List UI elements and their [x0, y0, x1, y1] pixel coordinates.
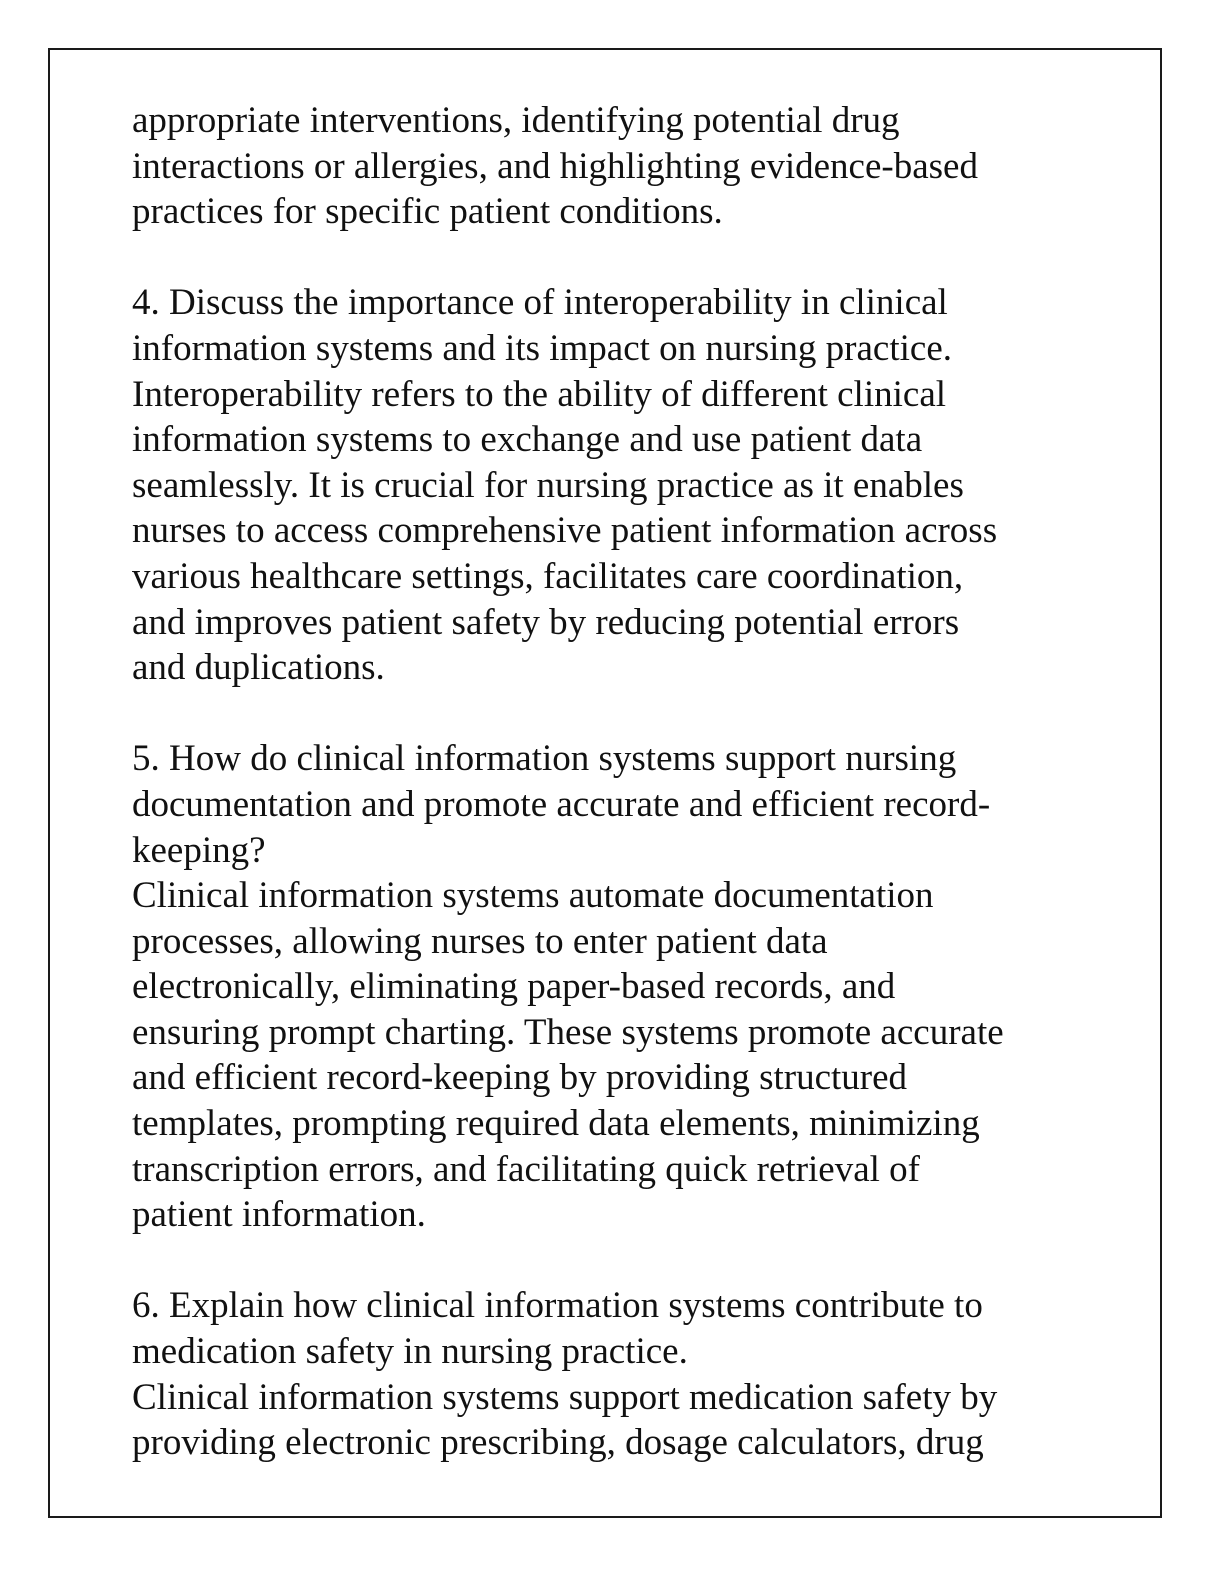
answer-line: providing electronic prescribing, dosage calculators, drug: [132, 1422, 984, 1464]
text-line: practices for specific patient conditions.: [132, 191, 723, 233]
answer-line: Interoperability refers to the ability of different clinical: [132, 373, 947, 415]
question-line: medication safety in nursing practice.: [132, 1331, 688, 1373]
text-line: interactions or allergies, and highlighting evidence-based: [132, 145, 978, 187]
paragraph-continuation: [132, 98, 1092, 235]
question-line: 5. How do clinical information systems support nursing: [132, 738, 957, 780]
answer-line: processes, allowing nurses to enter patient data: [132, 920, 828, 962]
answer-line: patient information.: [132, 1194, 426, 1236]
question-line: 4. Discuss the importance of interoperability in clinical: [132, 282, 948, 324]
paragraph-gap: [132, 1238, 1092, 1284]
question-line: keeping?: [132, 829, 266, 871]
paragraph-gap: [132, 235, 1092, 281]
answer-line: templates, prompting required data elements, minimizing: [132, 1103, 980, 1145]
answer-line: information systems to exchange and use patient data: [132, 419, 923, 461]
answer-line: various healthcare settings, facilitates care coordination,: [132, 555, 964, 597]
answer-line: Clinical information systems automate documentation: [132, 875, 934, 917]
answer-line: transcription errors, and facilitating quick retrieval of: [132, 1148, 921, 1190]
text-line: appropriate interventions, identifying potential drug: [132, 100, 900, 141]
answer-line: seamlessly. It is crucial for nursing practice as it enables: [132, 464, 964, 506]
answer-line: electronically, eliminating paper-based records, and: [132, 966, 896, 1008]
answer-line: Clinical information systems support medication safety by: [132, 1376, 998, 1418]
paragraph-question-6: [132, 1283, 1092, 1465]
answer-line: ensuring prompt charting. These systems promote accurate: [132, 1011, 1004, 1053]
answer-line: and efficient record-keeping by providing structured: [132, 1057, 908, 1099]
document-body: [132, 98, 1092, 1466]
paragraph-gap: [132, 691, 1092, 737]
answer-line: and improves patient safety by reducing potential errors: [132, 601, 960, 643]
paragraph-question-4: [132, 280, 1092, 690]
paragraph-question-5: [132, 736, 1092, 1238]
question-line: documentation and promote accurate and efficient record-: [132, 783, 991, 825]
answer-line: nurses to access comprehensive patient information across: [132, 510, 998, 552]
answer-line: and duplications.: [132, 647, 385, 689]
question-line: 6. Explain how clinical information systems contribute to: [132, 1285, 983, 1327]
question-line: information systems and its impact on nursing practice.: [132, 327, 952, 369]
